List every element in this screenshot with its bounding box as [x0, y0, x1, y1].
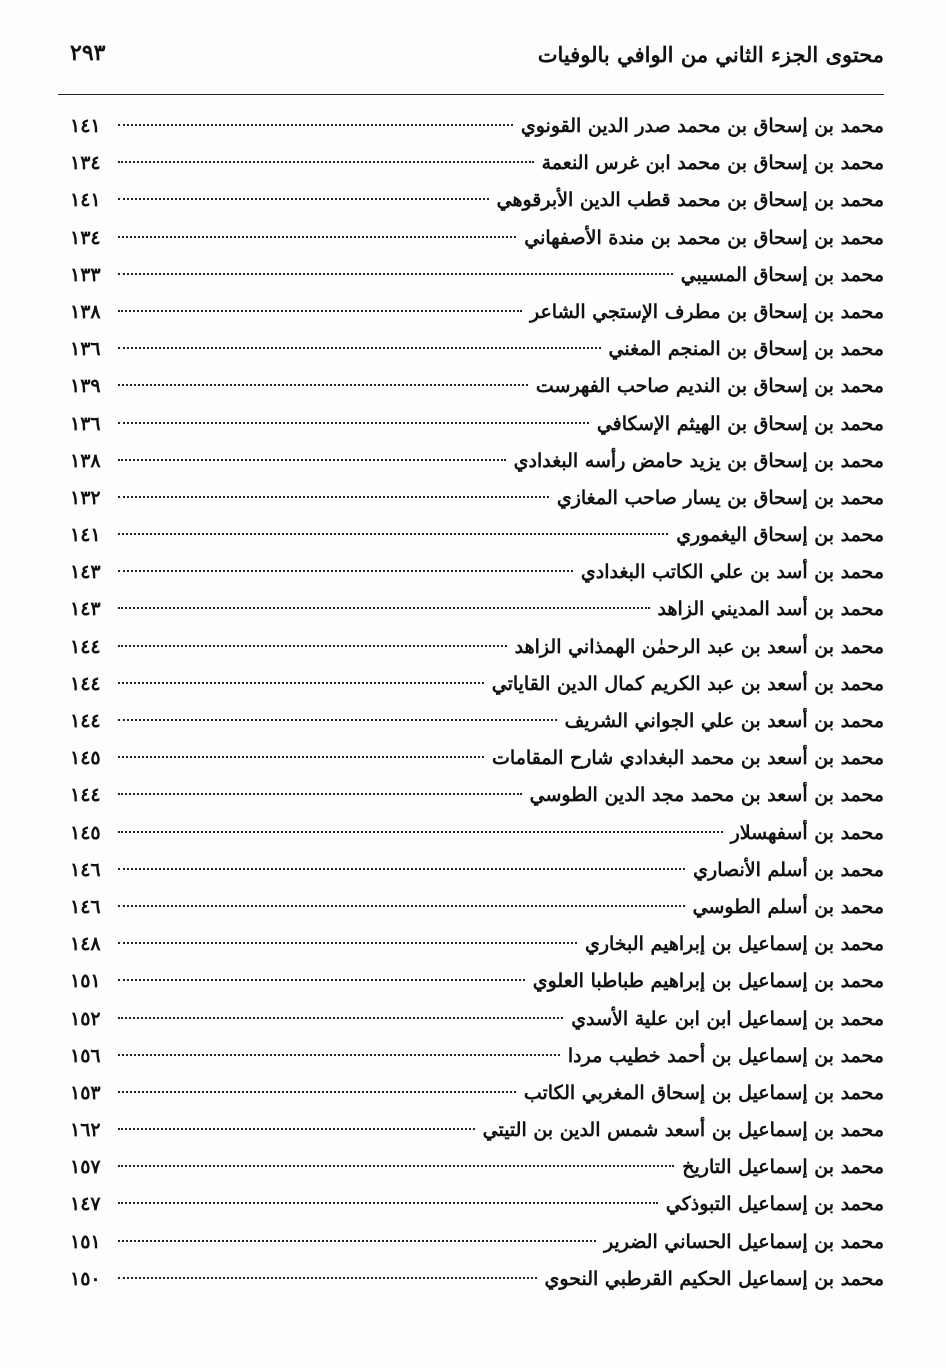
dot-leader: [118, 1017, 563, 1019]
entry-name: محمد بن إسماعيل التاريخ: [682, 1156, 884, 1179]
dot-leader: [118, 979, 525, 981]
index-entry: [70, 554, 884, 591]
entry-page-number: ١٤٣: [70, 561, 101, 584]
index-entry: [70, 1112, 884, 1149]
index-entry: [70, 815, 884, 852]
dot-leader: [118, 1091, 516, 1093]
index-entry: [70, 1261, 884, 1298]
dot-leader: [118, 831, 723, 833]
entries-list: [70, 108, 884, 1298]
entry-name: محمد بن إسحاق المسيبي: [680, 263, 884, 286]
dot-leader: [118, 273, 673, 275]
entry-page-number: ١٤٥: [70, 821, 101, 844]
index-entry: [70, 963, 884, 1000]
index-entry: [70, 926, 884, 963]
index-entry: [70, 220, 884, 257]
entry-page-number: ١٣٢: [70, 486, 101, 509]
entry-page-number: ١٥٦: [70, 1044, 101, 1067]
dot-leader: [118, 236, 516, 238]
dot-leader: [118, 793, 522, 795]
dot-leader: [118, 496, 549, 498]
entry-name: محمد بن أسد بن علي الكاتب البغدادي: [580, 561, 884, 584]
index-entry: [70, 1186, 884, 1223]
entry-page-number: ١٣٦: [70, 412, 101, 435]
index-entry: [70, 591, 884, 628]
page-header: [62, 42, 884, 82]
dot-leader: [118, 384, 528, 386]
dot-leader: [118, 459, 506, 461]
dot-leader: [118, 756, 484, 758]
entry-name: محمد بن إسماعيل التبوذكي: [665, 1193, 884, 1216]
entry-page-number: ١٤١: [70, 115, 101, 137]
header-rule: [58, 94, 884, 95]
entry-name: محمد بن أسعد بن عبد الرحمٰن الهمذاني الزاهد: [514, 635, 884, 658]
entry-name: محمد بن إسحاق بن محمد بن مندة الأصفهاني: [524, 226, 884, 249]
entry-page-number: ١٣٤: [70, 152, 101, 175]
index-entry: [70, 889, 884, 926]
entry-name: محمد بن أسعد بن علي الجواني الشريف: [564, 710, 884, 732]
dot-leader: [118, 422, 589, 424]
index-entry: [70, 294, 884, 331]
entry-page-number: ١٣٨: [70, 300, 101, 323]
index-entry: [70, 480, 884, 517]
index-entry: [70, 182, 884, 219]
entry-page-number: ١٥٣: [70, 1081, 101, 1104]
index-entry: [70, 629, 884, 666]
entry-page-number: ١٣٨: [70, 449, 101, 472]
entry-name: محمد بن إسماعيل بن إسحاق المغربي الكاتب: [523, 1081, 884, 1104]
entry-page-number: ١٣٤: [70, 226, 101, 249]
entry-name: محمد بن إسحاق بن يزيد حامض رأسه البغدادي: [513, 449, 884, 472]
entry-page-number: ١٤٤: [70, 784, 101, 807]
entry-name: محمد بن أسعد بن عبد الكريم كمال الدين القاياتي: [491, 672, 884, 695]
header-page-number: ٢٩٣: [70, 40, 106, 66]
index-entry: [70, 777, 884, 814]
entry-name: محمد بن إسماعيل الحساني الضرير: [603, 1230, 884, 1253]
entry-page-number: ١٥١: [70, 1230, 101, 1253]
entry-name: محمد بن إسحاق بن يسار صاحب المغازي: [556, 486, 884, 509]
dot-leader: [118, 1128, 475, 1130]
entry-name: محمد بن إسماعيل ابن ابن علية الأسدي: [571, 1007, 884, 1030]
dot-leader: [118, 533, 668, 535]
index-entry: [70, 257, 884, 294]
header-title: محتوى الجزء الثاني من الوافي بالوفيات: [537, 42, 884, 67]
entry-name: محمد بن إسحاق بن محمد صدر الدين القونوي: [520, 115, 884, 137]
entry-page-number: ١٥٠: [70, 1267, 101, 1290]
entry-name: محمد بن إسحاق بن مطرف الإستجي الشاعر: [529, 300, 884, 323]
dot-leader: [118, 1202, 658, 1204]
entry-page-number: ١٥١: [70, 970, 101, 993]
index-entry: [70, 1224, 884, 1261]
index-entry: [70, 1038, 884, 1075]
entry-name: محمد بن إسحاق بن محمد ابن غرس النعمة: [541, 152, 884, 175]
dot-leader: [118, 645, 507, 647]
index-entry: [70, 666, 884, 703]
entry-page-number: ١٤١: [70, 524, 101, 547]
entry-name: محمد بن أسلم الطوسي: [692, 895, 884, 918]
entry-page-number: ١٤٦: [70, 858, 101, 881]
entry-page-number: ١٣٩: [70, 375, 101, 398]
entry-name: محمد بن إسحاق بن الهيثم الإسكافي: [596, 412, 884, 435]
entry-name: محمد بن أسعد بن محمد البغدادي شارح المقامات: [492, 747, 884, 770]
dot-leader: [118, 905, 685, 907]
dot-leader: [118, 607, 650, 609]
dot-leader: [118, 682, 484, 684]
entry-page-number: ١٣٣: [70, 263, 101, 286]
entry-name: محمد بن إسحاق بن المنجم المغني: [608, 338, 884, 361]
entry-name: محمد بن أسعد بن محمد مجد الدين الطوسي: [529, 784, 884, 807]
entry-page-number: ١٤٤: [70, 635, 101, 658]
dot-leader: [118, 1165, 674, 1167]
entry-page-number: ١٣٦: [70, 338, 101, 361]
entry-page-number: ١٥٢: [70, 1007, 101, 1030]
entry-name: محمد بن أسد المديني الزاهد: [657, 598, 884, 621]
index-entry: [70, 368, 884, 405]
dot-leader: [118, 1054, 560, 1056]
index-entry: [70, 108, 884, 145]
entry-name: محمد بن إسماعيل الحكيم القرطبي النحوي: [544, 1267, 884, 1290]
index-entry: [70, 406, 884, 443]
entry-name: محمد بن إسماعيل بن أحمد خطيب مردا: [567, 1044, 884, 1067]
index-entry: [70, 703, 884, 740]
entry-page-number: ١٤٤: [70, 710, 101, 732]
entry-page-number: ١٤٥: [70, 747, 101, 770]
dot-leader: [118, 347, 601, 349]
index-entry: [70, 517, 884, 554]
index-entry: [70, 331, 884, 368]
entry-page-number: ١٤٨: [70, 933, 101, 956]
dot-leader: [118, 1277, 537, 1279]
dot-leader: [118, 1240, 596, 1242]
dot-leader: [118, 942, 577, 944]
dot-leader: [118, 868, 685, 870]
entry-page-number: ١٤٣: [70, 598, 101, 621]
entry-name: محمد بن إسماعيل بن إبراهيم طباطبا العلوي: [532, 970, 884, 993]
entry-name: محمد بن أسفهسلار: [730, 821, 884, 844]
entry-page-number: ١٤٦: [70, 895, 101, 918]
entry-name: محمد بن إسماعيل بن إبراهيم البخاري: [584, 933, 884, 956]
entry-name: محمد بن أسلم الأنصاري: [693, 858, 884, 881]
entry-page-number: ١٤٤: [70, 672, 101, 695]
index-entry: [70, 145, 884, 182]
dot-leader: [118, 310, 522, 312]
entry-name: محمد بن إسماعيل بن أسعد شمس الدين بن التيتي: [482, 1119, 884, 1142]
entry-name: محمد بن إسحاق اليغموري: [676, 524, 884, 547]
index-entry: [70, 443, 884, 480]
entry-page-number: ١٤٧: [70, 1193, 101, 1216]
index-entry: [70, 852, 884, 889]
entry-page-number: ١٦٢: [70, 1119, 101, 1142]
entry-name: محمد بن إسحاق بن محمد قطب الدين الأبرقوهي: [496, 189, 884, 212]
entry-page-number: ١٥٧: [70, 1156, 101, 1179]
index-entry: [70, 1075, 884, 1112]
dot-leader: [118, 198, 489, 200]
index-entry: [70, 1149, 884, 1186]
index-entry: [70, 1001, 884, 1038]
entry-page-number: ١٤١: [70, 189, 101, 212]
entry-name: محمد بن إسحاق بن النديم صاحب الفهرست: [535, 375, 884, 398]
dot-leader: [118, 719, 557, 721]
dot-leader: [118, 570, 573, 572]
index-entry: [70, 740, 884, 777]
dot-leader: [118, 124, 513, 126]
dot-leader: [118, 161, 534, 163]
